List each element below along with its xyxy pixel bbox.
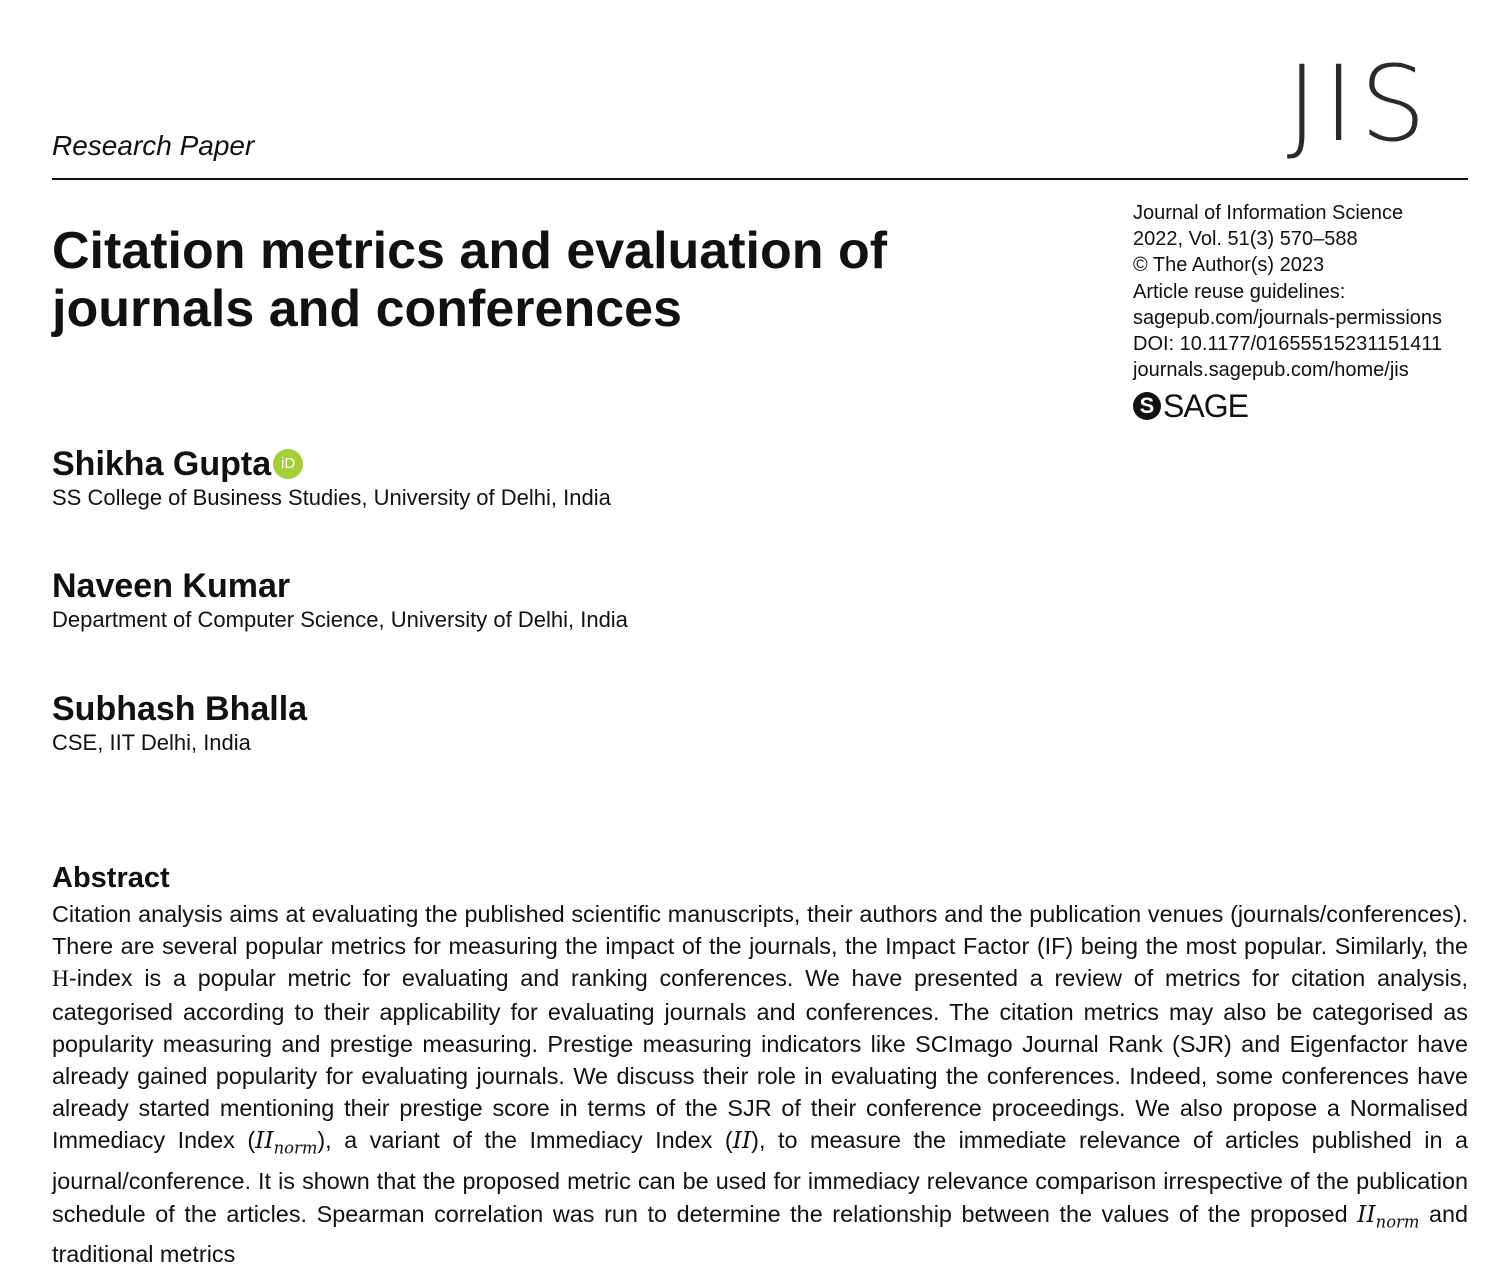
author-block — [52, 566, 628, 634]
h-index-symbol: H — [52, 966, 69, 993]
author-name-row — [52, 689, 307, 729]
ii-symbol: II — [732, 1126, 752, 1155]
author-name: Shikha Gupta — [52, 445, 272, 483]
abstract-text: Citation analysis aims at evaluating the published scientific manuscripts, their authors and the publication venues (journals/conferences). There are several popular metrics for measuring the impact of the journals, the Impact Factor (IF) being the most popular. Similarly, the — [52, 901, 1468, 960]
author-name: Naveen Kumar — [52, 567, 291, 605]
header-divider — [52, 178, 1468, 180]
journal-logo: JIS — [1286, 43, 1432, 165]
journal-homepage-link[interactable]: journals.sagepub.com/home/jis — [1133, 359, 1409, 382]
sage-s-icon: S — [1133, 392, 1161, 420]
author-name-row — [52, 566, 628, 606]
ii-symbol: II — [255, 1126, 274, 1155]
author-affiliation: Department of Computer Science, University of Delhi, India — [52, 607, 628, 632]
doi-link[interactable]: DOI: 10.1177/01655515231151411 — [1133, 333, 1443, 356]
norm-subscript: norm — [1375, 1212, 1420, 1232]
abstract-text: ), a variant of the Immediacy Index ( — [317, 1127, 733, 1154]
ii-symbol: II — [1357, 1199, 1376, 1228]
abstract-text: and traditional metrics — [52, 1200, 1468, 1268]
copyright-notice: © The Author(s) 2023 — [1133, 254, 1325, 277]
abstract-text: -index is a popular metric for evaluating and ranking conferences. We have presented a review of metrics for citation analysis, categorised according to their applicability for evaluating journals and conferences. The citation metrics may also be categorised as popularity measuring and prestige measuring. Prestige measuring indicators like SCImago Journal Rank (SJR) and Eigenfactor have already gained popularity for evaluating journals. We discuss their role in evaluating the conferences. Indeed, some conferences have already started mentioning their prestige score in terms of the SJR of their conference proceedings. We also propose a Normalised Immediacy Index ( — [52, 965, 1468, 1154]
author-name: Subhash Bhalla — [52, 690, 308, 728]
norm-subscript: norm — [273, 1139, 318, 1159]
author-name-row — [52, 444, 611, 484]
sage-logo-text: SAGE — [1163, 388, 1248, 425]
journal-name: Journal of Information Science — [1133, 202, 1404, 224]
reuse-guidelines-link[interactable]: sagepub.com/journals-permissions — [1133, 306, 1443, 329]
abstract-body — [52, 898, 1468, 1271]
abstract-text: ), to measure the immediate relevance of articles published in a journal/conference. It is shown that the proposed metric can be used for immediacy relevance comparison irrespective of the publication schedule of the articles. Spearman correlation was run to determine the relationship between the values of the proposed — [52, 1127, 1469, 1227]
sage-logo — [1133, 389, 1473, 423]
author-block — [52, 444, 611, 512]
author-affiliation: SS College of Business Studies, University of Delhi, India — [52, 485, 611, 510]
volume-info: 2022, Vol. 51(3) 570–588 — [1133, 228, 1358, 251]
paper-type-label: Research Paper — [52, 130, 255, 161]
paper-title: Citation metrics and evaluation of journals and conferences — [52, 222, 888, 338]
publication-metadata — [1133, 200, 1473, 423]
abstract-heading: Abstract — [52, 862, 170, 894]
orcid-icon[interactable]: iD — [273, 449, 303, 479]
reuse-guidelines-label: Article reuse guidelines: — [1133, 280, 1346, 303]
author-affiliation: CSE, IIT Delhi, India — [52, 730, 251, 755]
author-block — [52, 689, 307, 757]
